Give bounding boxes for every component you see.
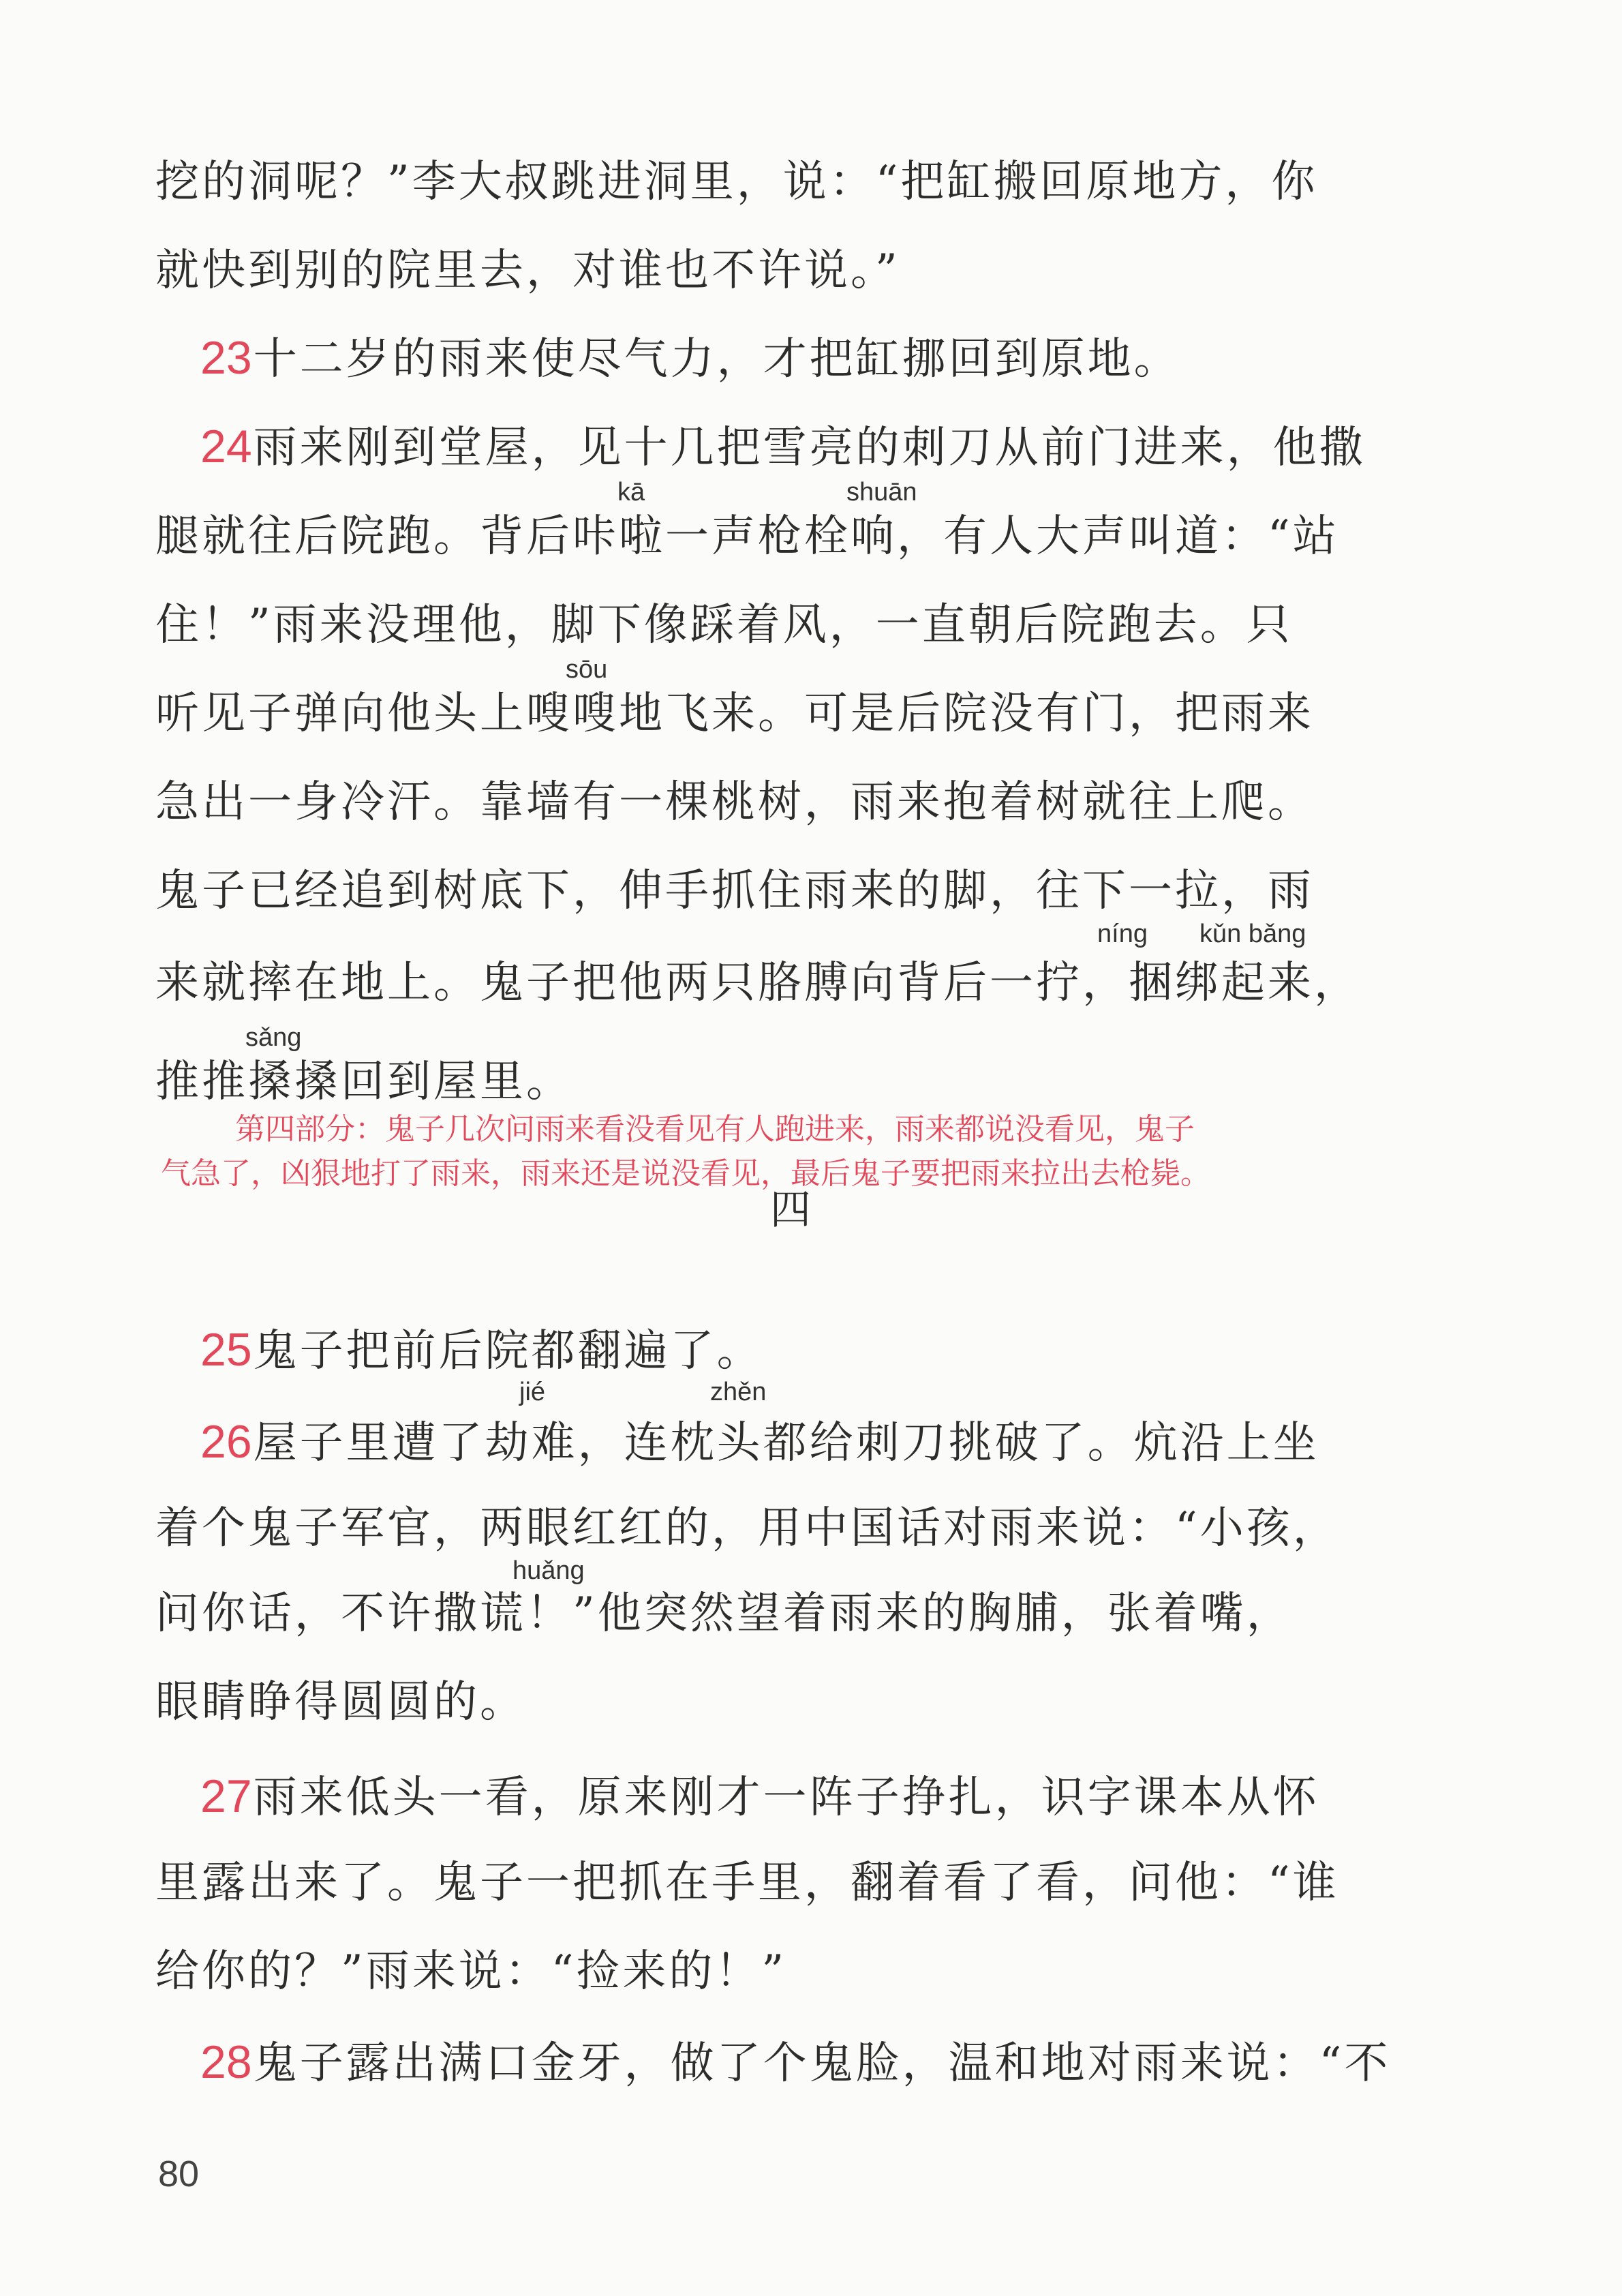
- page-number: 80: [158, 2154, 200, 2194]
- text-line: 里露出来了。鬼子一把抓在手里，翻着看了看，问他：“谁: [155, 1858, 1339, 1908]
- pinyin-shuan: shuān: [846, 478, 917, 507]
- text-line: 给你的？”雨来说：“捡来的！”: [155, 1946, 787, 1997]
- section-heading: 四: [770, 1186, 811, 1234]
- paragraph-number: 27: [200, 1770, 252, 1822]
- text-line: 着个鬼子军官，两眼红红的，用中国话对雨来说：“小孩，: [155, 1503, 1339, 1554]
- text-line: 28鬼子露出满口金牙，做了个鬼脸，温和地对雨来说：“不: [200, 2036, 1391, 2089]
- text-line: 就快到别的院里去，对谁也不许说。”: [155, 245, 900, 296]
- pinyin-jie: jié: [519, 1378, 546, 1406]
- text-line: 23十二岁的雨来使尽气力，才把缸挪回到原地。: [200, 332, 1180, 384]
- pinyin-huang: huǎng: [512, 1556, 585, 1585]
- text-line: 来就摔在地上。鬼子把他两只胳膊向背后一拧，捆绑起来，: [155, 958, 1360, 1008]
- text-line: 住！”雨来没理他，脚下像踩着风，一直朝后院跑去。只: [155, 600, 1293, 650]
- pinyin-zhen: zhěn: [710, 1378, 767, 1406]
- pinyin-sou: sōu: [566, 655, 608, 684]
- text-line: 急出一身冷汗。靠墙有一棵桃树，雨来抱着树就往上爬。: [155, 777, 1314, 828]
- text-line: 26屋子里遭了劫难，连枕头都给刺刀挑破了。炕沿上坐: [200, 1416, 1319, 1468]
- text-line: 27雨来低头一看，原来刚才一阵子挣扎，识字课本从怀: [200, 1770, 1319, 1823]
- text-line: 听见子弹向他头上嗖嗖地飞来。可是后院没有门，把雨来: [155, 689, 1314, 739]
- paragraph-number: 24: [200, 421, 252, 472]
- paragraph-number: 28: [200, 2036, 252, 2088]
- text-line: 挖的洞呢？”李大叔跳进洞里，说：“把缸搬回原地方，你: [155, 157, 1318, 207]
- paragraph-number: 25: [200, 1324, 252, 1376]
- paragraph-number: 23: [200, 332, 252, 384]
- text-line: 推推搡搡回到屋里。: [155, 1057, 572, 1107]
- text-line: 鬼子已经追到树底下，伸手抓住雨来的脚，往下一拉，雨: [155, 866, 1314, 916]
- annotation-note-line1: 第四部分：鬼子几次问雨来看没看见有人跑进来，雨来都说没看见，鬼子: [235, 1112, 1195, 1147]
- text-line: 眼睛睁得圆圆的。: [155, 1677, 526, 1727]
- annotation-note-line2: 气急了，凶狠地打了雨来，雨来还是说没看见，最后鬼子要把雨来拉出去枪毙。: [161, 1156, 1210, 1191]
- pinyin-ka: kā: [617, 478, 645, 507]
- text-line: 24雨来刚到堂屋，见十几把雪亮的刺刀从前门进来，他撒: [200, 421, 1366, 473]
- text-line: 25鬼子把前后院都翻遍了。: [200, 1324, 763, 1376]
- pinyin-ning: níng: [1097, 920, 1148, 948]
- pinyin-kunbang: kǔn bǎng: [1199, 920, 1306, 948]
- text-line: 腿就往后院跑。背后咔啦一声枪栓响，有人大声叫道：“站: [155, 511, 1339, 562]
- text-line: 问你话，不许撒谎！”他突然望着雨来的胸脯，张着嘴，: [155, 1588, 1293, 1639]
- pinyin-sang: sǎng: [245, 1023, 302, 1052]
- paragraph-number: 26: [200, 1416, 252, 1468]
